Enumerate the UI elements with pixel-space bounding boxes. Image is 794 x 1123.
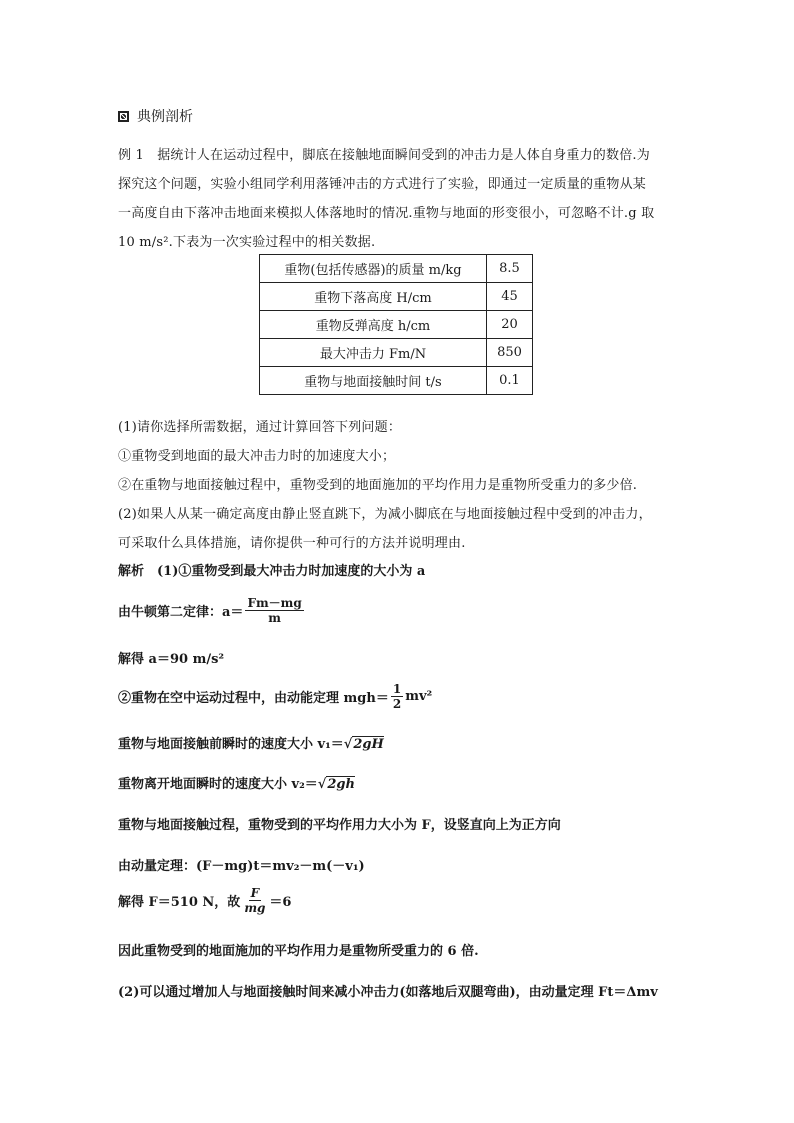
solution-text: 解得 F＝510 N，故 (118, 895, 241, 910)
solution-text: mv² (405, 689, 433, 704)
solution-line-8: 由动量定理：(F－mg)t＝mv₂－m(－v₁) (118, 859, 365, 874)
table-cell-label: 重物与地面接触时间 t/s (260, 367, 487, 395)
solution-text: ＝6 (269, 895, 292, 910)
solution-line-3: 解得 a＝90 m/s² (118, 652, 225, 667)
section-title: 典例剖析 (137, 109, 193, 125)
solution-line-4 (118, 682, 432, 711)
example-problem (118, 141, 678, 257)
table-row (260, 283, 533, 311)
example-line-2: 探究这个问题，实验小组同学利用落锤冲击的方式进行了实验，即通过一定质量的重物从某 (118, 177, 647, 192)
table-cell-value: 850 (487, 339, 533, 367)
solution-text: 重物离开地面瞬时的速度大小 v₂＝√ (118, 777, 327, 792)
fraction (245, 596, 303, 625)
solution-text: 由牛顿第二定律：a＝ (118, 605, 244, 620)
table-cell-value: 45 (487, 283, 533, 311)
fraction-numerator: Fm－mg (247, 596, 302, 610)
example-line-1: 例 1 据统计人在运动过程中，脚底在接触地面瞬间受到的冲击力是人体自身重力的数倍.为 (118, 148, 650, 163)
fraction-denominator: mg (244, 901, 266, 915)
fraction-denominator: m (268, 611, 281, 625)
table-cell-value: 0.1 (487, 367, 533, 395)
solution-text: ②重物在空中运动过程中，由动能定理 mgh＝ (118, 691, 389, 706)
table-row (260, 311, 533, 339)
question-line: ②在重物与地面接触过程中，重物受到的地面施加的平均作用力是重物所受重力的多少倍. (118, 478, 638, 493)
table-row (260, 367, 533, 395)
table-cell-label: 最大冲击力 Fm/N (260, 339, 487, 367)
table-cell-value: 20 (487, 311, 533, 339)
table-cell-value: 8.5 (487, 255, 533, 283)
question-line: (2)如果人从某一确定高度由静止竖直跳下，为减小脚底在与地面接触过程中受到的冲击力， (118, 507, 652, 522)
solution-line-5 (118, 733, 384, 752)
table-cell-label: 重物(包括传感器)的质量 m/kg (260, 255, 487, 283)
fraction-numerator: 1 (392, 682, 402, 696)
solution-line-7: 重物与地面接触过程，重物受到的平均作用力大小为 F，设竖直向上为正方向 (118, 818, 561, 833)
solution-line-1: 解析 (1)①重物受到最大冲击力时加速度的大小为 a (118, 564, 426, 579)
table-cell-label: 重物下落高度 H/cm (260, 283, 487, 311)
fraction (391, 682, 403, 711)
section-header (118, 106, 193, 126)
radicand: 2gh (327, 777, 355, 792)
solution-text: 重物与地面接触前瞬时的速度大小 v₁＝√ (118, 737, 353, 752)
solution-line-10: 因此重物受到的地面施加的平均作用力是重物所受重力的 6 倍. (118, 944, 479, 959)
question-line: 可采取什么具体措施，请你提供一种可行的方法并说明理由. (118, 536, 466, 551)
questions (118, 413, 678, 558)
fraction-numerator: F (250, 886, 260, 900)
fraction-denominator: 2 (392, 697, 402, 711)
fraction (242, 886, 267, 915)
question-line: (1)请你选择所需数据，通过计算回答下列问题： (118, 420, 402, 435)
data-table (259, 254, 533, 395)
example-line-4: 10 m/s².下表为一次实验过程中的相关数据. (118, 235, 376, 250)
table-row (260, 339, 533, 367)
checkbox-icon (118, 111, 129, 122)
table-cell-label: 重物反弹高度 h/cm (260, 311, 487, 339)
solution-line-6 (118, 773, 355, 792)
table-row (260, 255, 533, 283)
example-line-3: 一高度自由下落冲击地面来模拟人体落地时的情况.重物与地面的形变很小，可忽略不计.g 取 (118, 206, 655, 221)
solution-line-11: (2)可以通过增加人与地面接触时间来减小冲击力(如落地后双腿弯曲)，由动量定理 Ft＝Δmv (118, 985, 658, 1000)
radicand: 2gH (353, 737, 384, 752)
solution-line-9 (118, 886, 291, 915)
solution-line-2 (118, 596, 306, 625)
question-line: ①重物受到地面的最大冲击力时的加速度大小； (118, 449, 396, 464)
